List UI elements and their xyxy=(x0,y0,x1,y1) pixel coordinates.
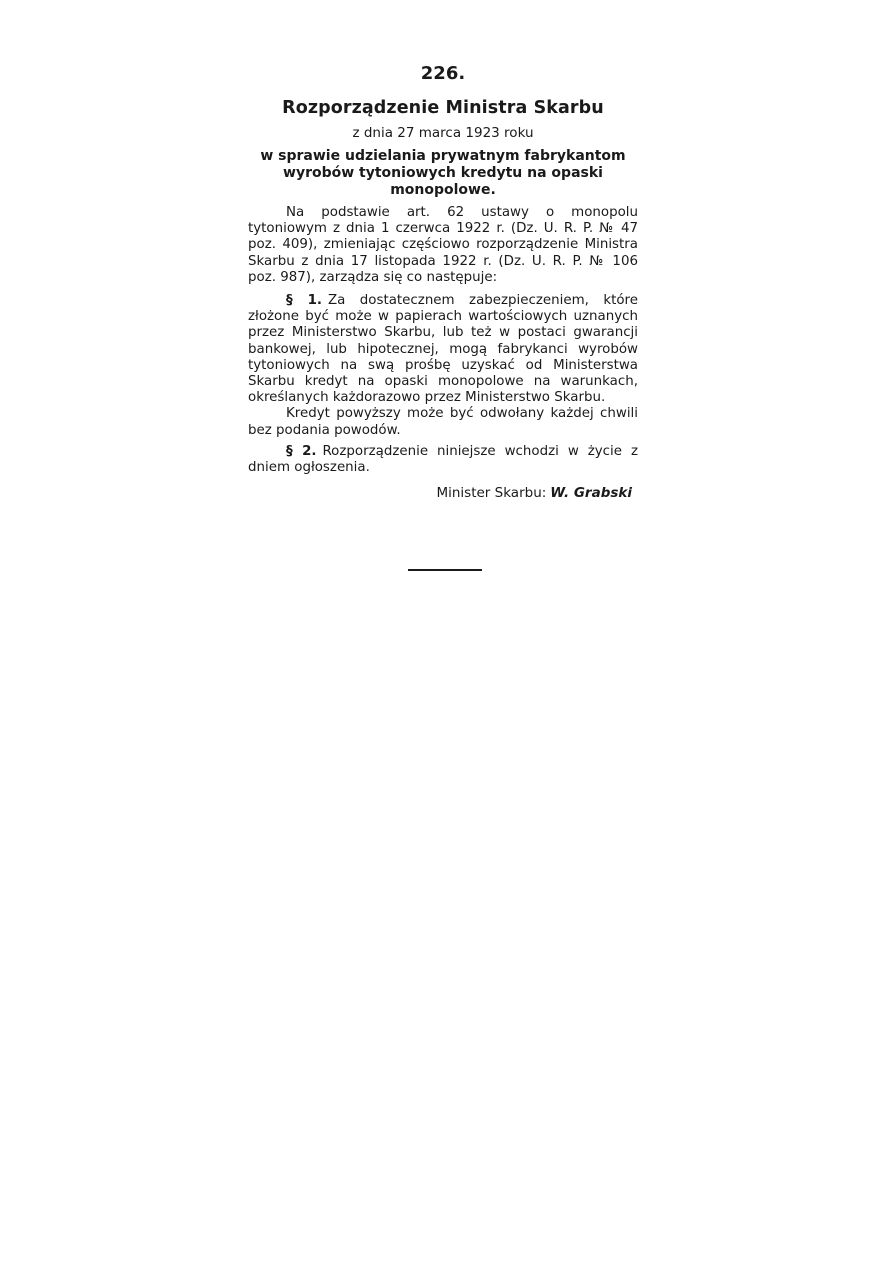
signature-block xyxy=(248,484,632,502)
section-1-paragraph-2 xyxy=(248,406,638,438)
section-2-label: § 2. xyxy=(286,443,317,459)
signature-role: Minister Skarbu: xyxy=(436,485,547,502)
document-title: Rozporządzenie Ministra Skarbu xyxy=(282,98,604,118)
intro-paragraph: Na podstawie art. 62 ustawy o monopolu tytoniowym z dnia 1 czerwca 1922 r. (Dz. U. R. P. № 47 poz. 409), zmieniając częściowo rozporządzenie Ministra Skarbu z dnia 17 listopada 1922 r. (Dz. U. R. P. № 106 poz. 987), zarządza się co następuje: xyxy=(248,205,638,285)
section-2-text: Rozporządzenie niniejsze wchodzi w życie z dniem ogłoszenia. xyxy=(248,443,639,476)
document-page xyxy=(248,62,638,502)
document-number: 226. xyxy=(420,63,466,84)
section-1-text: Za dostatecznem zabezpieczeniem, które złożone być może w papierach wartościowych uznanych przez Ministerstwo Skarbu, lub też w postaci gwarancji bankowej, lub hipotecznej, mogą fabrykanci wyrobów tytoniowych na swą prośbę uzyskać od Ministerstwa Skarbu kredyt na opaski monopolowe na warunkach, określanych każdorazowo przez Ministerstwo Skarbu. xyxy=(248,293,638,406)
section-1-text-2-part-2: bez podania powodów. xyxy=(248,422,401,438)
section-1-text-2-part-1: Kredyt powyższy może być odwołany każdej chwili xyxy=(286,406,638,422)
closing-rule xyxy=(408,569,482,571)
section-2-paragraph xyxy=(248,444,638,476)
signature-name: W. Grabski xyxy=(550,485,632,502)
section-1-paragraph xyxy=(248,293,638,406)
document-date: z dnia 27 marca 1923 roku xyxy=(352,125,534,141)
document-subject: w sprawie udzielania prywatnym fabrykantom wyrobów tytoniowych kredytu na opaski monopolowe. xyxy=(260,148,626,198)
section-1-label: § 1. xyxy=(286,293,322,309)
